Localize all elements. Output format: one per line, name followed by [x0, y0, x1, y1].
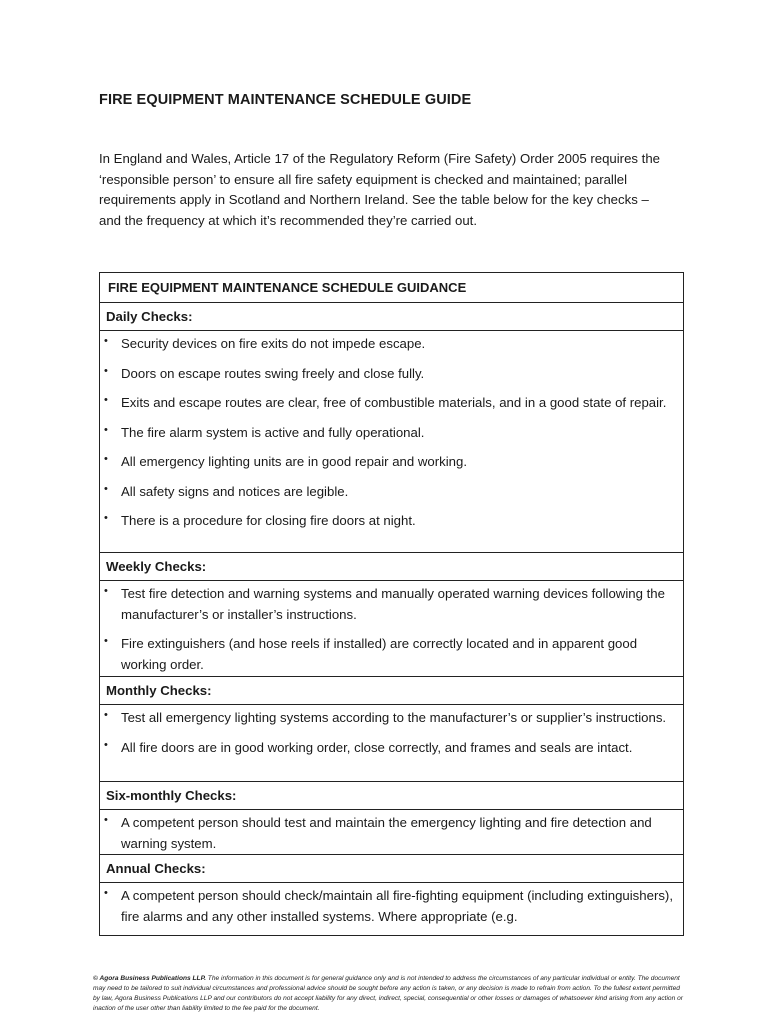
list-item-text: There is a procedure for closing fire doors at night. — [121, 513, 416, 528]
bullet-icon: • — [104, 453, 108, 465]
section-title-six-monthly: Six-monthly Checks: — [100, 782, 683, 810]
list-item-text: Test all emergency lighting systems according to the manufacturer’s or supplier’s instructions. — [121, 710, 667, 725]
list-item — [100, 364, 675, 385]
section-six-monthly-items — [100, 810, 683, 855]
list-item — [100, 334, 675, 355]
maintenance-schedule-table — [99, 272, 684, 936]
list-item-text: All safety signs and notices are legible. — [121, 483, 349, 499]
list-item-text: All emergency lighting units are in good repair and working. — [121, 454, 467, 469]
list-item-text: A competent person should check/maintain all fire-fighting equipment (including extinguishers), fire alarms and any other installed systems. Where appropriate (e.g. — [121, 888, 673, 924]
list-item-text: Test fire detection and warning systems and manually operated warning devices following the manufacturer’s or installer’s instructions. — [121, 586, 665, 622]
list-item-text: A competent person should test and maintain the emergency lighting and fire detection and warning system. — [121, 815, 652, 851]
bullet-icon: • — [104, 364, 108, 377]
section-monthly-items — [100, 705, 683, 782]
list-item-text: Fire extinguishers (and hose reels if installed) are correctly located and in apparent good working order. — [121, 636, 638, 672]
footer-copyright: © Agora Business Publications LLP. — [93, 975, 206, 982]
footer-disclaimer — [93, 974, 683, 1014]
section-weekly-items — [100, 581, 683, 677]
section-annual-items — [100, 883, 683, 937]
bullet-icon: • — [104, 335, 108, 347]
intro-paragraph: In England and Wales, Article 17 of the Regulatory Reform (Fire Safety) Order 2005 requires the ‘responsible person’ to ensure all fire safety equipment is checked and maintained; parallel requirements apply in Scotland and Northern Ireland. See the table below for the key checks – and the frequency at which it’s recommended they’re carried out. — [99, 151, 660, 228]
list-item — [100, 886, 675, 927]
bullet-icon: • — [104, 814, 108, 826]
list-item — [100, 738, 675, 759]
bullet-icon: • — [104, 482, 108, 495]
bullet-icon: • — [104, 738, 108, 751]
section-daily-items — [100, 331, 683, 553]
list-item — [100, 482, 675, 503]
bullet-icon: • — [104, 512, 108, 524]
section-title-weekly: Weekly Checks: — [100, 553, 683, 581]
page-title: FIRE EQUIPMENT MAINTENANCE SCHEDULE GUIDE — [99, 92, 472, 108]
bullet-icon: • — [104, 635, 108, 647]
bullet-icon: • — [104, 887, 108, 899]
section-title-monthly: Monthly Checks: — [100, 677, 683, 705]
list-item — [100, 708, 675, 729]
list-item-text: Doors on escape routes swing freely and close fully. — [121, 365, 425, 381]
list-item — [100, 452, 675, 473]
list-item — [100, 813, 675, 854]
bullet-icon: • — [104, 394, 108, 406]
list-item-text: All fire doors are in good working order, close correctly, and frames and seals are intact. — [121, 739, 633, 755]
list-item — [100, 423, 675, 444]
bullet-icon: • — [104, 423, 108, 436]
section-title-annual: Annual Checks: — [100, 855, 683, 883]
list-item — [100, 393, 675, 414]
footer-text: The information in this document is for general guidance only and is not intended to address the circumstances of any particular individual or entity. The document may need to be tailored to suit individual circumstances and professional advice should be sought before any action is taken, or any decision is made to refrain from action. To the fullest extent permitted by law, Agora Business Publications LLP and our contributors do not accept liability for any direct, indirect, special, consequential or other losses or damages of whatsoever kind arising from any action or inaction of the user other than liability limited to the fee paid for the document. — [93, 975, 683, 1013]
list-item — [100, 634, 675, 675]
bullet-icon: • — [104, 709, 108, 721]
list-item — [100, 511, 675, 532]
list-item-text: Security devices on fire exits do not impede escape. — [121, 336, 426, 351]
list-item-text: The fire alarm system is active and fully operational. — [121, 424, 425, 440]
section-title-daily: Daily Checks: — [100, 303, 683, 331]
bullet-icon: • — [104, 585, 108, 597]
list-item-text: Exits and escape routes are clear, free of combustible materials, and in a good state of repair. — [121, 395, 667, 410]
table-heading: FIRE EQUIPMENT MAINTENANCE SCHEDULE GUIDANCE — [100, 273, 683, 303]
list-item — [100, 584, 675, 625]
